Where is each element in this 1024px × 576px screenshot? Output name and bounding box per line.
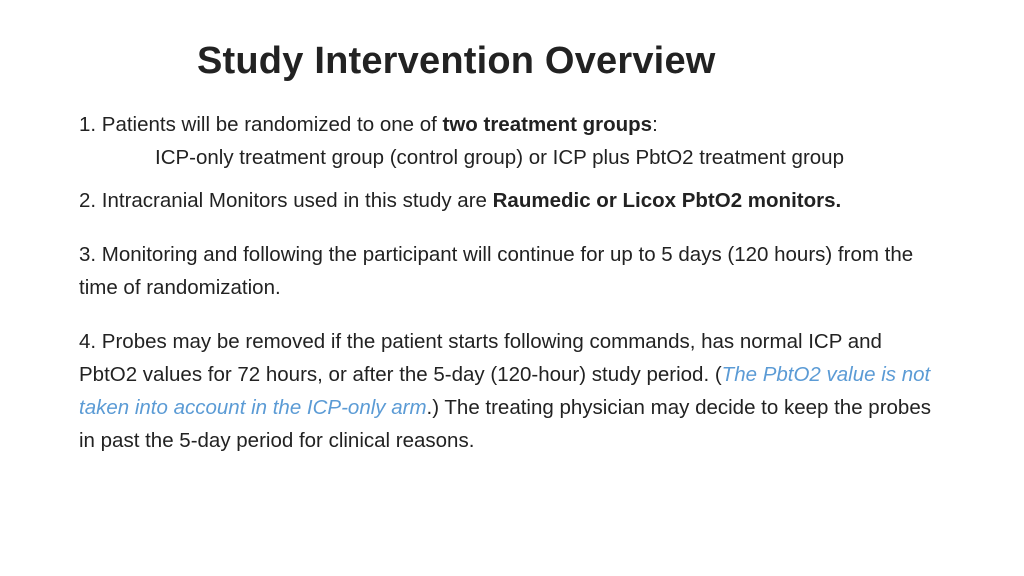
item2-bold: Raumedic or Licox PbtO2 monitors. (492, 189, 842, 212)
item2-prefix: 2. Intracranial Monitors used in this study are (79, 189, 493, 212)
item4-suffix: .) The treating physician may decide to keep the probes in past the 5-day period for clinical reasons. (79, 396, 931, 452)
list-item-3: 3. Monitoring and following the participant will continue for up to 5 days (120 hours) from the time of randomization. (79, 243, 914, 299)
list-item-2 (79, 184, 939, 217)
item4-prefix: 4. Probes may be removed if the patient starts following commands, has normal ICP and PbtO2 values for 72 hours, or after the 5-day (120-hour) study period. ( (79, 330, 882, 386)
item1-line (79, 113, 658, 136)
item4-note: The PbtO2 value is not taken into account in the ICP-only arm (79, 363, 931, 419)
item1-bold: two treatment groups (442, 113, 653, 136)
list-item-4 (79, 325, 939, 457)
slide-title: Study Intervention Overview (197, 40, 716, 82)
item1-subline: ICP-only treatment group (control group) or ICP plus PbtO2 treatment group (155, 146, 844, 169)
item1-suffix: : (652, 113, 658, 136)
list-item-1 (79, 108, 939, 174)
item1-prefix: 1. Patients will be randomized to one of (79, 113, 443, 136)
